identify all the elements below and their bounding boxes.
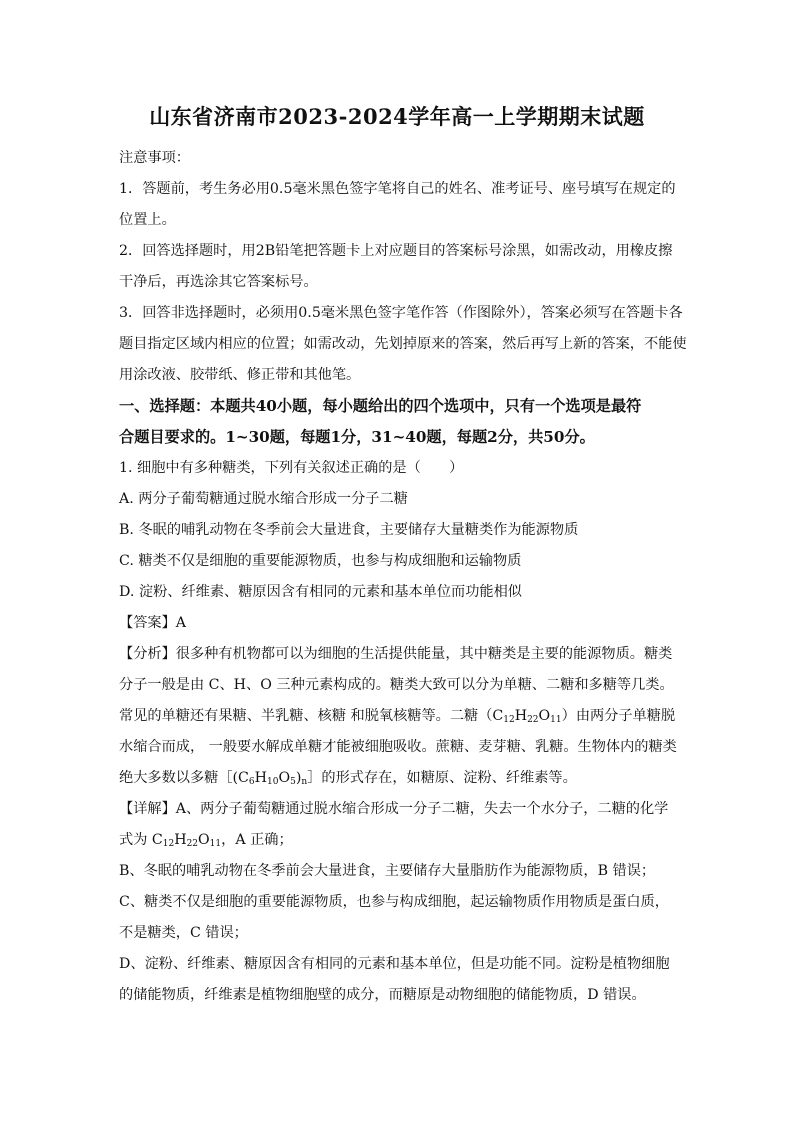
- option-d: D. 淀粉、纤维素、糖原因含有相同的元素和基本单位而功能相似: [119, 584, 522, 600]
- detail-line-6: D、淀粉、纤维素、糖原因含有相同的元素和基本单位，但是功能不同。淀粉是植物细胞: [119, 956, 670, 972]
- analysis-line-2: 分子一般是由 C、H、O 三种元素构成的。糖类大致可以分为单糖、二糖和多糖等几类。: [119, 677, 674, 693]
- option-a: A. 两分子葡萄糖通过脱水缩合形成一分子二糖: [119, 491, 408, 507]
- analysis-line-5: [119, 763, 679, 794]
- formula-subscript: 6: [248, 777, 255, 787]
- analysis-line-5-text: 绝大多数以多糖［(C: [119, 770, 249, 786]
- detail-line-2: [119, 825, 679, 856]
- analysis-line-3-tail: ）由两分子单糖脱: [561, 708, 676, 724]
- formula-element: O: [198, 832, 210, 848]
- formula-element: O: [278, 770, 291, 786]
- detail-line-7: 的储能物质，纤维素是植物细胞壁的成分，而糖原是动物细胞的储能物质，D 错误。: [119, 987, 646, 1003]
- document-body: [119, 143, 687, 1011]
- detail-line-2-text: 式为 C: [119, 832, 163, 848]
- option-b: B. 冬眠的哺乳动物在冬季前会大量进食，主要储存大量糖类作为能源物质: [119, 522, 579, 538]
- answer: 【答案】A: [119, 615, 186, 631]
- formula-subscript: 11: [209, 839, 222, 849]
- question-stem: 1. 细胞中有多种糖类，下列有关叙述正确的是（ ）: [119, 460, 464, 476]
- formula-subscript: n: [301, 777, 308, 787]
- analysis-line-4: 水缩合而成， 一般要水解成单糖才能被细胞吸收。蔗糖、麦芽糖、乳糖。生物体内的糖类: [119, 739, 677, 755]
- notice-item-2-line-2: 干净后，再选涂其它答案标号。: [119, 274, 318, 290]
- notice-item-3-line-2: 题目指定区域内相应的位置；如需改动，先划掉原来的答案，然后再写上新的答案，不能使: [119, 336, 687, 352]
- detail-line-4: C、糖类不仅是细胞的重要能源物质，也参与构成细胞，起运输物质作用物质是蛋白质，: [119, 894, 669, 910]
- notice-item-2-line-1: 2．回答选择题时，用2B铅笔把答题卡上对应题目的答案标号涂黑，如需改动，用橡皮擦: [119, 243, 673, 259]
- formula-element: O: [538, 708, 551, 724]
- formula-subscript: 12: [503, 715, 515, 725]
- notice-item-3-line-1: 3．回答非选择题时，必须用0.5毫米黑色签字笔作答（作图除外），答案必须写在答题卡各: [119, 305, 683, 321]
- formula-bracket: ): [295, 770, 302, 786]
- analysis-line-5-tail: ］的形式存在，如糖原、淀粉、纤维素等。: [307, 770, 577, 786]
- analysis-line-3-text: 常见的单糖还有果糖、半乳糖、核糖 和脱氧核糖等。二糖（C: [119, 708, 504, 724]
- analysis-line-1: 【分析】很多种有机物都可以为细胞的生活提供能量，其中糖类是主要的能源物质。糖类: [119, 646, 673, 662]
- section-heading-line-2: 合题目要求的。1~30题，每题1分，31~40题，每题2分，共50分。: [119, 428, 595, 446]
- analysis-line-3: [119, 701, 679, 732]
- formula-element: H: [174, 832, 187, 848]
- detail-line-2-tail: ，A 正确；: [221, 832, 293, 848]
- formula-subscript: 11: [550, 715, 562, 725]
- formula-subscript: 12: [162, 839, 175, 849]
- formula-subscript: 10: [267, 777, 279, 787]
- notice-heading: 注意事项：: [119, 150, 190, 166]
- formula-subscript: 5: [290, 777, 296, 787]
- detail-line-3: B、冬眠的哺乳动物在冬季前会大量进食，主要储存大量脂肪作为能源物质，B 错误；: [119, 863, 656, 879]
- formula-subscript: 22: [186, 839, 199, 849]
- notice-item-1-line-2: 位置上。: [119, 212, 176, 228]
- section-heading-line-1: 一、选择题：本题共40小题，每小题给出的四个选项中，只有一个选项是最符: [119, 397, 642, 415]
- formula-element: H: [254, 770, 268, 786]
- formula-element: H: [514, 708, 528, 724]
- page-title: 山东省济南市2023-2024学年高一上学期期末试题: [149, 104, 645, 129]
- option-c: C. 糖类不仅是细胞的重要能源物质，也参与构成细胞和运输物质: [119, 553, 522, 569]
- formula-subscript: 22: [527, 715, 539, 725]
- notice-item-1-line-1: 1．答题前，考生务必用0.5毫米黑色签字笔将自己的姓名、准考证号、座号填写在规定的: [119, 181, 676, 197]
- detail-line-5: 不是糖类，C 错误；: [119, 925, 248, 941]
- notice-item-3-line-3: 用涂改液、胶带纸、修正带和其他笔。: [119, 367, 361, 383]
- detail-line-1: 【详解】A、两分子葡萄糖通过脱水缩合形成一分子二糖，失去一个水分子，二糖的化学: [119, 801, 669, 817]
